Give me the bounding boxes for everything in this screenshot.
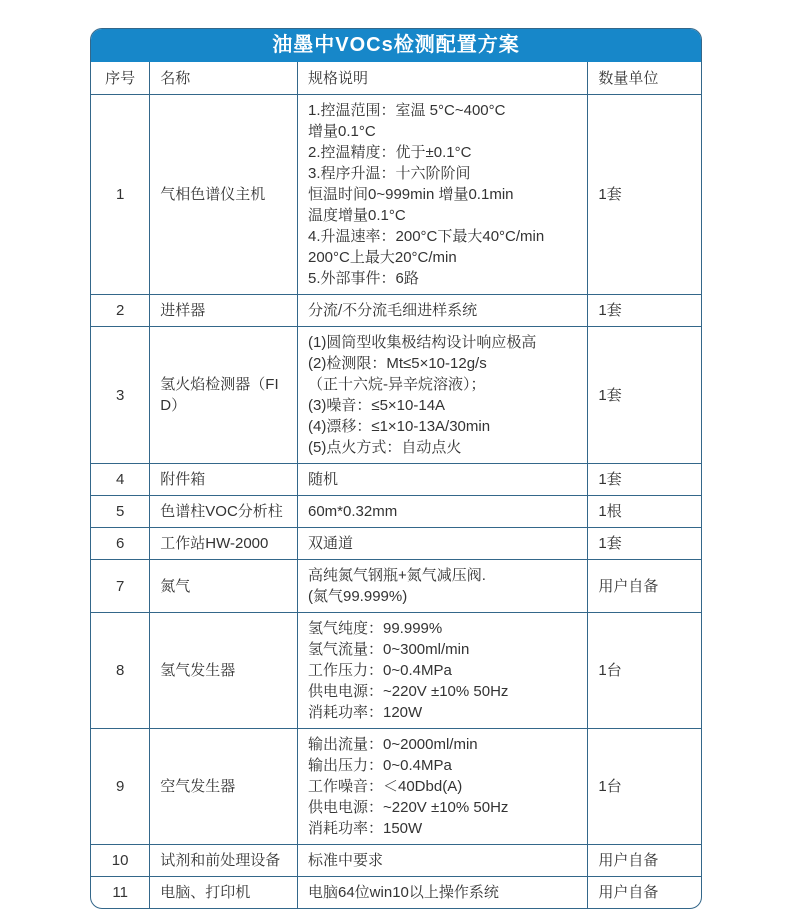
item-name: 电脑、打印机	[150, 877, 298, 909]
row-number: 1	[91, 95, 150, 295]
header-row	[91, 62, 701, 95]
spec-line: 增量0.1°C	[308, 123, 376, 140]
table-row	[91, 327, 701, 464]
table-body	[91, 95, 701, 909]
table-row	[91, 295, 701, 327]
spec-line: (4)漂移：≤1×10-13A/30min	[308, 418, 491, 435]
config-table	[91, 62, 701, 908]
spec-line: (氮气99.999%)	[308, 588, 408, 605]
item-name: 工作站HW-2000	[150, 528, 298, 560]
item-name: 空气发生器	[150, 729, 298, 845]
row-number: 7	[91, 560, 150, 613]
spec-line: （正十六烷-异辛烷溶液）；	[308, 376, 486, 393]
spec-line: 氢气纯度：99.999%	[308, 620, 443, 637]
spec-line: (3)噪音：≤5×10-14A	[308, 397, 446, 414]
col-header-name: 名称	[150, 62, 298, 95]
item-quantity: 1台	[588, 729, 701, 845]
row-number: 8	[91, 613, 150, 729]
table-row	[91, 95, 701, 295]
spec-line: 4.升温速率：200°C下最大40°C/min	[308, 228, 545, 245]
item-spec	[298, 877, 588, 909]
item-name: 进样器	[150, 295, 298, 327]
row-number: 3	[91, 327, 150, 464]
spec-line: (1)圆筒型收集极结构设计响应极高	[308, 334, 537, 351]
spec-line: 温度增量0.1°C	[308, 207, 406, 224]
row-number: 11	[91, 877, 150, 909]
item-name: 氢火焰检测器（FID）	[150, 327, 298, 464]
spec-line: 输出压力：0~0.4MPa	[308, 757, 452, 774]
table-row	[91, 877, 701, 909]
col-header-qty: 数量单位	[588, 62, 701, 95]
item-quantity: 用户自备	[588, 877, 701, 909]
row-number: 6	[91, 528, 150, 560]
item-spec	[298, 327, 588, 464]
item-quantity: 1套	[588, 95, 701, 295]
row-number: 2	[91, 295, 150, 327]
row-number: 9	[91, 729, 150, 845]
spec-line: 消耗功率：120W	[308, 704, 423, 721]
item-name: 气相色谱仪主机	[150, 95, 298, 295]
table-title: 油墨中VOCs检测配置方案	[91, 29, 701, 62]
spec-line: 标准中要求	[308, 852, 384, 869]
item-name: 氢气发生器	[150, 613, 298, 729]
item-quantity: 用户自备	[588, 560, 701, 613]
spec-line: 1.控温范围：室温 5°C~400°C	[308, 102, 506, 119]
config-table-panel	[90, 28, 702, 909]
spec-line: 电脑64位win10以上操作系统	[308, 884, 499, 901]
spec-line: 工作压力：0~0.4MPa	[308, 662, 452, 679]
row-number: 5	[91, 496, 150, 528]
table-row	[91, 560, 701, 613]
row-number: 10	[91, 845, 150, 877]
item-spec	[298, 528, 588, 560]
spec-line: 3.程序升温：十六阶阶间	[308, 165, 471, 182]
item-name: 附件箱	[150, 464, 298, 496]
col-header-spec: 规格说明	[298, 62, 588, 95]
item-quantity: 1套	[588, 327, 701, 464]
spec-line: 高纯氮气钢瓶+氮气减压阀.	[308, 567, 486, 584]
spec-line: (5)点火方式：自动点火	[308, 439, 462, 456]
item-spec	[298, 464, 588, 496]
item-spec	[298, 613, 588, 729]
spec-line: 输出流量：0~2000ml/min	[308, 736, 478, 753]
spec-line: 随机	[308, 471, 339, 488]
row-number: 4	[91, 464, 150, 496]
spec-line: 200°C上最大20°C/min	[308, 249, 457, 266]
spec-line: 分流/不分流毛细进样系统	[308, 302, 478, 319]
col-header-no: 序号	[91, 62, 150, 95]
spec-line: 5.外部事件：6路	[308, 270, 419, 287]
table-row	[91, 845, 701, 877]
table-row	[91, 613, 701, 729]
spec-line: 供电电源：~220V ±10% 50Hz	[308, 683, 509, 700]
spec-line: 工作噪音：＜40Dbd(A)	[308, 778, 463, 795]
spec-line: 供电电源：~220V ±10% 50Hz	[308, 799, 509, 816]
item-spec	[298, 496, 588, 528]
item-spec	[298, 729, 588, 845]
item-spec	[298, 95, 588, 295]
spec-line: 氢气流量：0~300ml/min	[308, 641, 470, 658]
item-quantity: 1台	[588, 613, 701, 729]
spec-line: 双通道	[308, 535, 354, 552]
table-row	[91, 496, 701, 528]
item-spec	[298, 295, 588, 327]
spec-line: 2.控温精度：优于±0.1°C	[308, 144, 472, 161]
item-quantity: 1根	[588, 496, 701, 528]
item-quantity: 1套	[588, 528, 701, 560]
spec-line: (2)检测限：Mt≤5×10-12g/s	[308, 355, 487, 372]
table-header	[91, 62, 701, 95]
table-row	[91, 464, 701, 496]
spec-line: 60m*0.32mm	[308, 503, 398, 520]
item-quantity: 1套	[588, 295, 701, 327]
table-row	[91, 729, 701, 845]
item-spec	[298, 845, 588, 877]
item-name: 色谱柱VOC分析柱	[150, 496, 298, 528]
item-name: 氮气	[150, 560, 298, 613]
item-quantity: 用户自备	[588, 845, 701, 877]
spec-line: 消耗功率：150W	[308, 820, 423, 837]
spec-line: 恒温时间0~999min 增量0.1min	[308, 186, 514, 203]
item-spec	[298, 560, 588, 613]
item-quantity: 1套	[588, 464, 701, 496]
item-name: 试剂和前处理设备	[150, 845, 298, 877]
table-row	[91, 528, 701, 560]
